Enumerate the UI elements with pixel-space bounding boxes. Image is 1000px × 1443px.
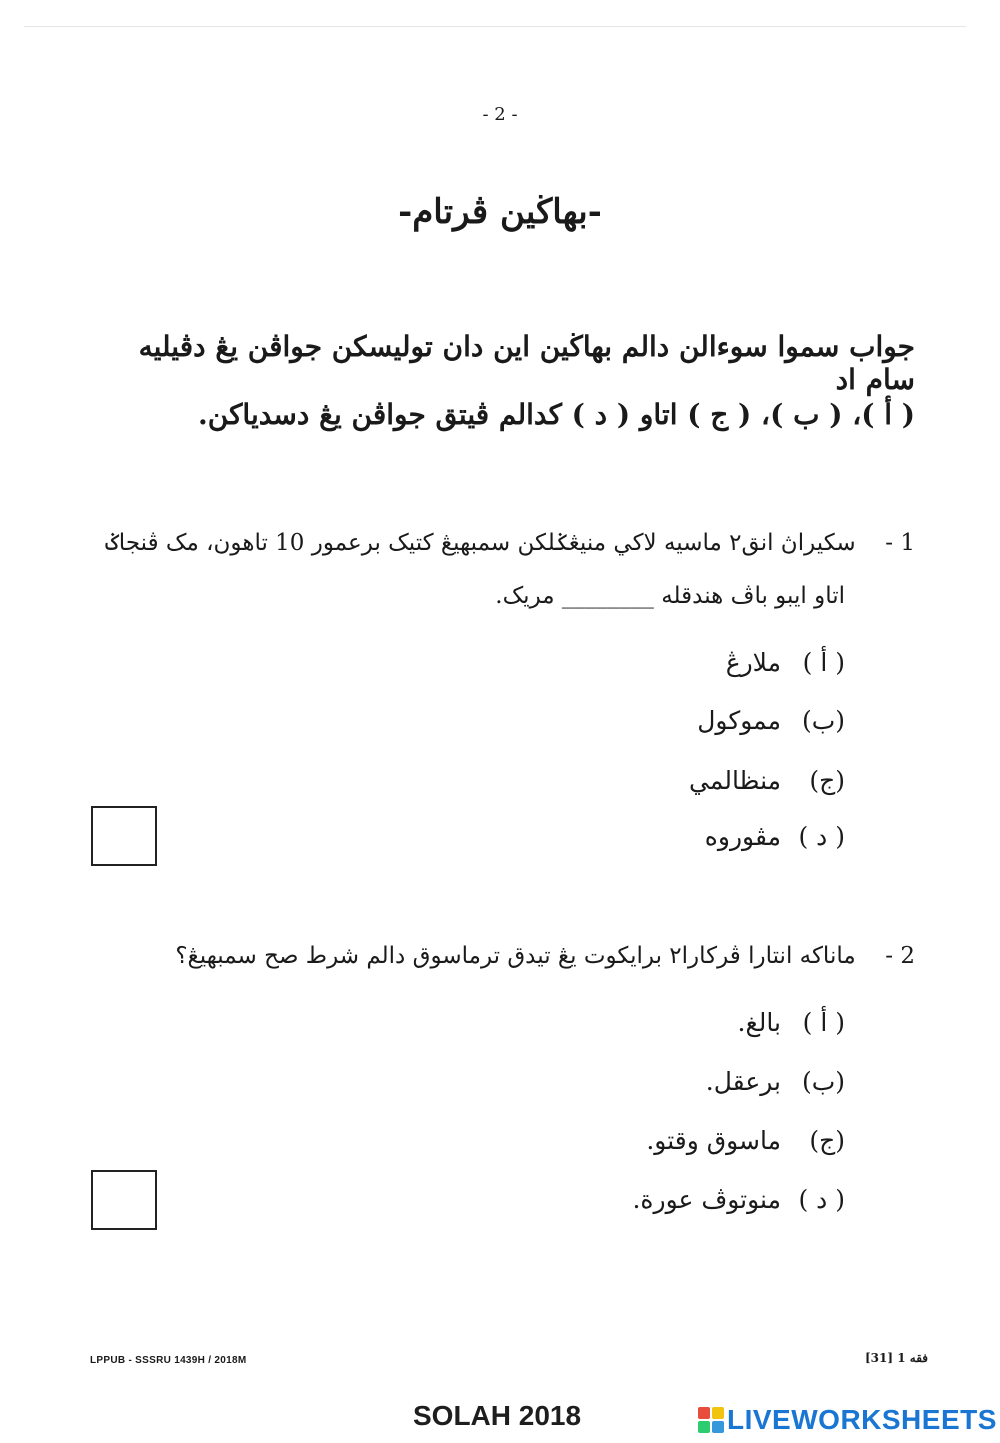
question-2-option-a (738, 1008, 845, 1037)
option-text: مموکول (697, 706, 781, 735)
footer-code: LPPUB - SSSRU 1439H / 2018M (90, 1355, 247, 1366)
option-label: (ب) (801, 1067, 845, 1096)
logo-square (698, 1421, 710, 1433)
option-text: منوتوڤ عورة. (632, 1185, 781, 1214)
option-label: ( أ ) (802, 1008, 845, 1037)
logo-square (698, 1407, 710, 1419)
question-2-text: ماناکه انتارا ڤرکارا٢ برايکوت يڠ تيدق ترماسوق دالم شرط صح سمبهيڠ؟ (175, 943, 856, 969)
option-label: (ب) (801, 706, 845, 735)
question-2-option-b (706, 1067, 845, 1096)
option-text: مڤوروه (704, 822, 781, 851)
question-1-option-d (705, 822, 845, 851)
question-2-answer-box[interactable] (91, 1170, 157, 1230)
worksheet-caption: SOLAH 2018 (413, 1400, 582, 1431)
option-text: بالغ. (737, 1008, 781, 1037)
liveworksheets-text: LIVEWORKSHEETS (727, 1404, 997, 1435)
logo-square (712, 1407, 724, 1419)
question-2-line-1 (95, 943, 915, 969)
question-1-text: سکيراڽ انق٢ ماسيه لاکي منيڠݢلکن سمبهيڠ کتيک برعمور 10 تاهون، مک ڤنجاݢ (105, 530, 856, 556)
question-2-option-c (646, 1126, 845, 1155)
question-1-line-2: اتاو ايبو باڤ هندقله ________ مريک. (495, 583, 845, 609)
option-text: برعقل. (705, 1067, 781, 1096)
instruction-line-1: جواب سموا سوءالن دالم بهاڬين اين دان توليسکن جواڤن يڠ دڤيليه سام اد (138, 330, 915, 396)
question-1-option-c (689, 766, 845, 795)
option-label: ( أ ) (802, 648, 845, 677)
instruction-line-2: ( أ )، ( ب )، ( ج ) اتاو ( د ) کدالم ڤيتق جواڤن يڠ دسدياکن. (198, 398, 915, 431)
question-2-option-d (632, 1185, 845, 1214)
liveworksheets-logo (698, 1404, 997, 1436)
option-text: ملارڠ (725, 648, 781, 677)
option-text: ماسوق وقتو. (646, 1126, 781, 1155)
option-text: منظالمي (689, 766, 781, 795)
option-label: ( د ) (798, 1185, 845, 1214)
question-2-number: 2 - (885, 943, 915, 969)
option-label: (ج) (809, 766, 845, 795)
page-number: - 2 - (482, 104, 518, 125)
footer-subject: فقه 1 [31] (864, 1351, 928, 1365)
option-label: (ج) (809, 1126, 845, 1155)
logo-square (712, 1421, 724, 1433)
liveworksheets-icon (698, 1407, 724, 1433)
question-1-line-1 (95, 530, 915, 556)
section-title: -بهاڬين ڤرتام- (398, 192, 602, 232)
question-1-option-a (726, 648, 845, 677)
question-1-number: 1 - (885, 530, 915, 556)
option-label: ( د ) (798, 822, 845, 851)
question-1-answer-box[interactable] (91, 806, 157, 866)
question-1-option-b (697, 706, 845, 735)
